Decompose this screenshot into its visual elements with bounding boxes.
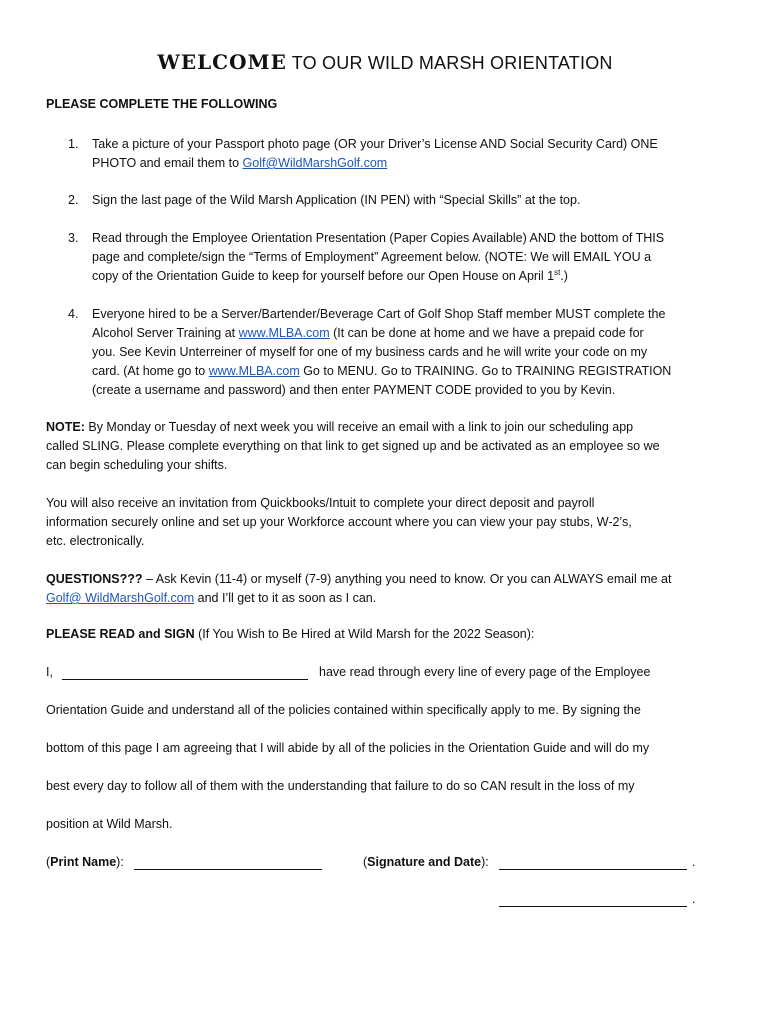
questions-label: QUESTIONS???: [46, 572, 143, 586]
item-line: Read through the Employee Orientation Presentation (Paper Copies Available) AND the bottom of THIS: [92, 231, 665, 245]
item-text: card. (At home go to: [92, 364, 209, 378]
agreement-line-4: best every day to follow all of them with the understanding that failure to do so CAN result in the loss of my: [46, 779, 635, 793]
item-line: [92, 324, 728, 343]
read-sign-heading: [46, 627, 534, 641]
item-text: Alcohol Server Training at: [92, 326, 239, 340]
paragraph-line: etc. electronically.: [46, 534, 145, 548]
item-line: [92, 154, 728, 173]
email-link[interactable]: Golf@ WildMarshGolf.com: [46, 591, 195, 605]
item-number: 2.: [68, 193, 79, 207]
item-text: PHOTO and email them to: [92, 156, 243, 170]
mlba-link[interactable]: www.MLBA.com: [208, 364, 300, 378]
item-text: Go to MENU. Go to TRAINING. Go to TRAINING REGISTRATION: [299, 364, 672, 378]
note-line: [46, 418, 730, 437]
agreement-text: have read through every line of every page of the Employee: [319, 665, 651, 679]
mlba-link[interactable]: www.MLBA.com: [238, 326, 330, 340]
item-number: 1.: [68, 137, 79, 151]
item-text: (It can be done at home and we have a prepaid code for: [329, 326, 644, 340]
paragraph-line: [46, 589, 730, 608]
agreement-line-3: bottom of this page I am agreeing that I will abide by all of the policies in the Orientation Guide and will do my: [46, 741, 650, 755]
note-line: called SLING. Please complete everything on that link to get signed up and be activated as an employee so we: [46, 439, 660, 453]
title-welcome: WELCOME: [157, 50, 287, 74]
note-paragraph: [46, 418, 730, 475]
item-line: Sign the last page of the Wild Marsh Application (IN PEN) with “Special Skills” at the top.: [92, 193, 581, 207]
note-text: By Monday or Tuesday of next week you will receive an email with a link to join our scheduling app: [84, 420, 634, 434]
signature-field[interactable]: [499, 856, 687, 870]
item-line: page and complete/sign the “Terms of Employment” Agreement below. (NOTE: We will EMAIL YOU a: [92, 250, 652, 264]
read-sign-label: PLEASE READ and SIGN: [46, 627, 195, 641]
superscript: st: [554, 267, 561, 277]
paren: ):: [116, 855, 124, 869]
period: .: [692, 892, 696, 906]
print-name-text: Print Name: [50, 855, 117, 869]
item-text: copy of the Orientation Guide to keep for yourself before our Open House on April 1: [92, 269, 555, 283]
period: .: [692, 855, 696, 869]
item-number: 4.: [68, 307, 79, 321]
paren: (: [46, 855, 51, 869]
agreement-line-2: Orientation Guide and understand all of the policies contained within specifically apply to me. By signing the: [46, 703, 641, 717]
note-label: NOTE:: [46, 420, 85, 434]
title-rest: TO OUR WILD MARSH ORIENTATION: [286, 53, 613, 73]
agreement-prefix: I,: [46, 665, 53, 679]
questions-text: and I’ll get to it as soon as I can.: [194, 591, 377, 605]
page-title: [0, 50, 770, 74]
item-text: .): [560, 269, 568, 283]
print-name-label: [46, 855, 124, 869]
name-blank-field[interactable]: [62, 666, 308, 680]
read-sign-text: (If You Wish to Be Hired at Wild Marsh for the 2022 Season):: [194, 627, 535, 641]
paren: (: [363, 855, 368, 869]
paragraph-line: information securely online and set up your Workforce account where you can view your pay stubs, W-2’s,: [46, 515, 632, 529]
paragraph-line: You will also receive an invitation from Quickbooks/Intuit to complete your direct deposit and payroll: [46, 496, 595, 510]
item-line: Everyone hired to be a Server/Bartender/Beverage Cart of Golf Shop Staff member MUST complete the: [92, 307, 666, 321]
questions-text: – Ask Kevin (11-4) or myself (7-9) anything you need to know. Or you can ALWAYS email me at: [142, 572, 672, 586]
signature-label: [363, 855, 489, 869]
item-line: Take a picture of your Passport photo page (OR your Driver’s License AND Social Security Card) ONE: [92, 137, 658, 151]
paren: ):: [481, 855, 489, 869]
questions-paragraph: [46, 570, 730, 608]
paragraph-line: [46, 570, 730, 589]
quickbooks-paragraph: [46, 494, 730, 551]
email-link[interactable]: Golf@WildMarshGolf.com: [242, 156, 388, 170]
note-line: can begin scheduling your shifts.: [46, 458, 228, 472]
item-line: [92, 267, 728, 286]
section-heading: PLEASE COMPLETE THE FOLLOWING: [46, 97, 278, 111]
agreement-line-5: position at Wild Marsh.: [46, 817, 173, 831]
item-line: (create a username and password) and then enter PAYMENT CODE provided to you by Kevin.: [92, 383, 616, 397]
print-name-field[interactable]: [134, 856, 322, 870]
signature-text: Signature and Date: [367, 855, 482, 869]
item-line: [92, 362, 728, 381]
item-number: 3.: [68, 231, 79, 245]
agreement-line-1: [46, 665, 53, 679]
date-field[interactable]: [499, 893, 687, 907]
item-line: you. See Kevin Unterreiner of myself for one of my business cards and he will write your code on my: [92, 345, 648, 359]
